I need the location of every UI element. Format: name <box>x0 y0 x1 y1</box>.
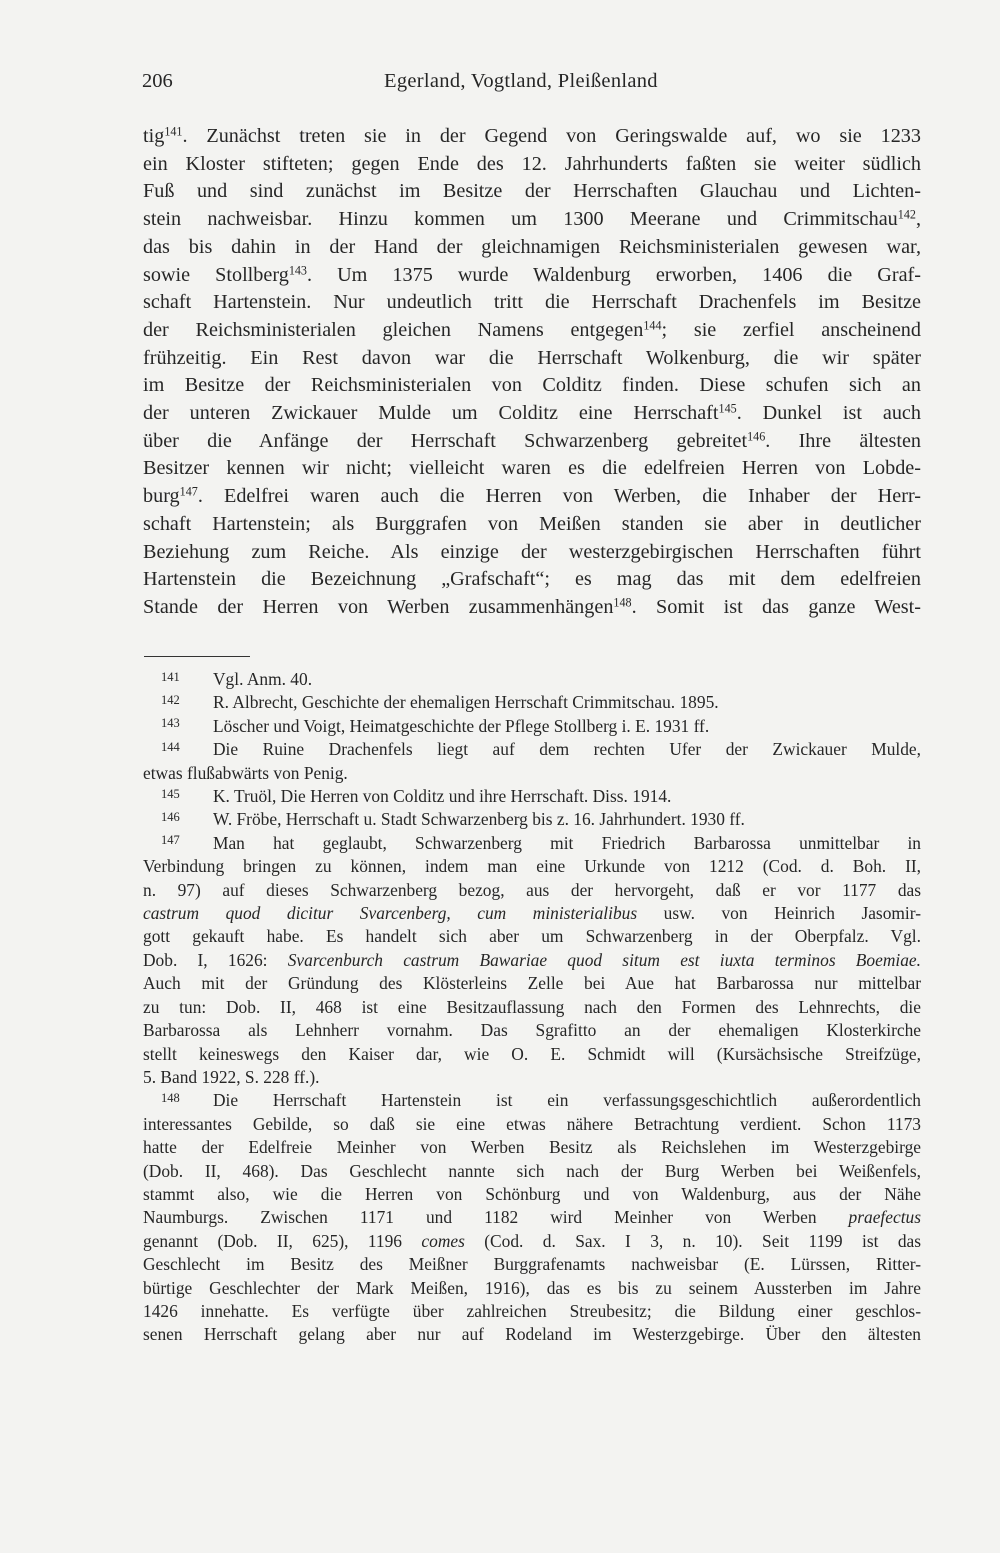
footnote-line: senen Herrschaft gelang aber nur auf Rodeland im Westerzgebirge. Über den ältesten <box>143 1324 921 1345</box>
footnote-reference: 144 <box>643 318 662 333</box>
footnote-line: (Dob. II, 468). Das Geschlecht nannte sich nach der Burg Werben bei Weißenfels, <box>143 1160 921 1181</box>
footnote-reference: 147 <box>179 484 198 499</box>
footnote-147 <box>143 832 921 1089</box>
footnote-line: hatte der Edelfreie Meinher von Werben Besitz als Reichslehen im Westerzgebirge <box>143 1137 921 1158</box>
text-line: frühzeitig. Ein Rest davon war die Herrschaft Wolkenburg, die wir später <box>143 346 921 369</box>
footnote-line: 145 K. Truöl, Die Herren von Colditz und ihre Herrschaft. Diss. 1914. <box>161 786 672 807</box>
footnote-line: 144 Die Ruine Drachenfels liegt auf dem rechten Ufer der Zwickauer Mulde, <box>161 739 921 760</box>
text-line: Besitzer kennen wir nicht; vielleicht waren es die edelfreien Herren von Lobde- <box>143 457 921 480</box>
footnote-148 <box>143 1089 921 1346</box>
footnote-144 <box>143 738 921 785</box>
text-line: Beziehung zum Reiche. Als einzige der westerzgebirgischen Herrschaften führt <box>143 540 921 563</box>
italic-text: Svarcenburch castrum Bawariae quod situm est iuxta terminos Boemiae. <box>287 949 921 970</box>
main-text <box>143 123 921 622</box>
footnote-line: gott gekauft habe. Es handelt sich aber um Schwarzenberg in der Oberpfalz. Vgl. <box>143 926 921 947</box>
footnote-145 <box>143 785 921 808</box>
footnote-line: etwas flußabwärts von Penig. <box>143 762 348 783</box>
running-head: Egerland, Vogtland, Pleißenland <box>384 70 658 92</box>
footnote-line: 143 Löscher und Voigt, Heimatgeschichte der Pflege Stollberg i. E. 1931 ff. <box>161 715 710 736</box>
footnote-line: Verbindung bringen zu können, indem man eine Urkunde von 1212 (Cod. d. Boh. II, <box>143 856 921 877</box>
footnote-line: zu tun: Dob. II, 468 ist eine Besitzauflassung nach den Formen des Lehnrechts, die <box>143 996 921 1017</box>
text-line: schaft Hartenstein. Nur undeutlich tritt die Herrschaft Drachenfels im Besitze <box>143 291 921 314</box>
text-line: im Besitze der Reichsministerialen von Colditz finden. Diese schufen sich an <box>143 374 921 397</box>
footnote-143 <box>143 715 921 738</box>
footnote-line: Dob. I, 1626: Svarcenburch castrum Bawariae quod situm est iuxta terminos Boemiae. <box>143 949 921 970</box>
text-line: Stande der Herren von Werben zusammenhängen$^{148}$. Somit ist das ganze West- <box>143 595 921 618</box>
footnote-line: Naumburgs. Zwischen 1171 und 1182 wird Meinher von Werben praefectus <box>143 1207 921 1228</box>
page-number: 206 <box>142 70 173 92</box>
text-line: tig$^{141}$. Zunächst treten sie in der Gegend von Geringswalde auf, wo sie 1233 <box>143 124 921 147</box>
footnote-reference: 142 <box>897 207 916 222</box>
footnote-line: 142 R. Albrecht, Geschichte der ehemaligen Herrschaft Crimmitschau. 1895. <box>161 692 719 713</box>
text-line: Hartenstein die Bezeichnung „Grafschaft“; es mag das mit dem edelfreien <box>143 568 921 591</box>
footnote-line: genannt (Dob. II, 625), 1196 comes (Cod. d. Sax. I 3, n. 10). Seit 1199 ist das <box>143 1230 922 1251</box>
text-line: das bis dahin in der Hand der gleichnamigen Reichsministerialen gewesen war, <box>143 235 921 258</box>
footnote-line: stammt also, wie die Herren von Schönburg und von Waldenburg, aus der Nähe <box>143 1183 921 1204</box>
footnote-line: 147 Man hat geglaubt, Schwarzenberg mit Friedrich Barbarossa unmittelbar in <box>161 832 921 853</box>
footnote-line: castrum quod dicitur Svarcenberg, cum ministerialibus usw. von Heinrich Jasomir- <box>143 903 921 924</box>
footnote-reference: 141 <box>164 124 183 139</box>
italic-text: castrum quod dicitur Svarcenberg, cum ministerialibus <box>143 903 638 924</box>
text-line: sowie Stollberg$^{143}$. Um 1375 wurde Waldenburg erworben, 1406 die Graf- <box>143 262 921 286</box>
footnotes <box>143 668 921 1347</box>
footnote-146 <box>143 808 921 831</box>
footnote-142 <box>143 691 921 714</box>
footnote-line: stellt keineswegs den Kaiser dar, wie O. E. Schmidt will (Kursächsische Streifzüge, <box>143 1043 921 1064</box>
footnote-line: 148 Die Herrschaft Hartenstein ist ein verfassungsgeschichtlich außerordentlich <box>161 1090 921 1111</box>
footnote-reference: 145 <box>718 401 737 416</box>
footnote-line: bürtige Geschlechter der Mark Meißen, 1916), das es bis zu seinem Aussterben im Jahre <box>143 1277 921 1298</box>
footnote-line: 5. Band 1922, S. 228 ff.). <box>143 1066 320 1087</box>
text-line: stein nachweisbar. Hinzu kommen um 1300 Meerane und Crimmitschau$^{142}$, <box>143 207 921 231</box>
text-line: burg$^{147}$. Edelfrei waren auch die Herren von Werben, die Inhaber der Herr- <box>143 484 921 508</box>
footnote-line: Auch mit der Gründung des Klösterleins Zelle bei Aue hat Barbarossa nur mittelbar <box>143 973 921 994</box>
italic-text: praefectus <box>848 1207 921 1228</box>
text-line: der unteren Zwickauer Mulde um Colditz eine Herrschaft$^{145}$. Dunkel ist auch <box>143 401 921 425</box>
text-line: Fuß und sind zunächst im Besitze der Herrschaften Glauchau und Lichten- <box>143 180 921 203</box>
italic-text: comes <box>421 1230 465 1251</box>
footnote-reference: 146 <box>747 429 766 444</box>
footnote-141 <box>143 668 921 691</box>
text-line: schaft Hartenstein; als Burggrafen von Meißen standen sie aber in deutlicher <box>143 512 921 535</box>
footnote-line: 1426 innehatte. Es verfügte über zahlreichen Streubesitz; die Bildung einer geschlos- <box>143 1300 921 1321</box>
page-header <box>142 70 922 100</box>
text-line: ein Kloster stifteten; gegen Ende des 12. Jahrhunderts faßten sie weiter südlich <box>143 152 921 175</box>
footnote-reference: 143 <box>288 262 307 277</box>
footnote-line: Barbarossa als Lehnherr vornahm. Das Sgrafitto an der ehemaligen Klosterkirche <box>143 1020 921 1041</box>
footnote-line: Geschlecht im Besitz des Meißner Burggrafenamts nachweisbar (E. Lürssen, Ritter- <box>143 1254 921 1275</box>
text-line: über die Anfänge der Herrschaft Schwarzenberg gebreitet$^{146}$. Ihre ältesten <box>143 429 921 452</box>
footnote-line: interessantes Gebilde, so daß sie eine etwas nähere Betrachtung verdient. Schon 1173 <box>143 1113 921 1134</box>
footnote-separator <box>144 656 250 657</box>
text-line: der Reichsministerialen gleichen Namens entgegen$^{144}$; sie zerfiel anscheinend <box>143 318 921 341</box>
footnote-line: n. 97) auf dieses Schwarzenberg bezog, aus der hervorgeht, daß er vor 1177 das <box>143 879 921 900</box>
footnote-line: 141 Vgl. Anm. 40. <box>161 669 313 689</box>
footnote-line: 146 W. Fröbe, Herrschaft u. Stadt Schwarzenberg bis z. 16. Jahrhundert. 1930 ff. <box>161 809 745 830</box>
footnote-reference: 148 <box>613 595 632 610</box>
